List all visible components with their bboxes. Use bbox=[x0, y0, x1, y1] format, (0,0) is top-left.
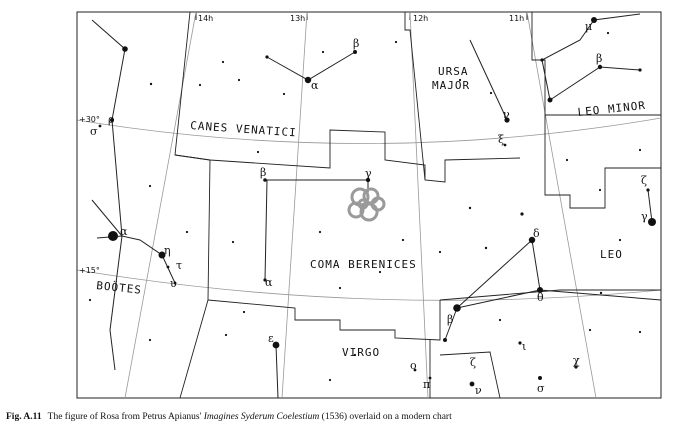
star-label: ξ bbox=[498, 133, 505, 146]
con-canes-venatici: CANES VENATICI bbox=[189, 119, 298, 140]
caption-year: (1536) bbox=[321, 412, 347, 422]
star-label: γ bbox=[365, 167, 372, 180]
con-coma-berenices: COMA BERENICES bbox=[310, 258, 417, 271]
star-label: γ bbox=[641, 210, 648, 223]
star-label: α bbox=[311, 79, 319, 92]
star-label: σ bbox=[90, 125, 98, 138]
star-label: ρ bbox=[108, 113, 115, 126]
hour-label-12h: 12h bbox=[413, 14, 429, 23]
star-label: β bbox=[353, 37, 360, 50]
star-label: ο bbox=[410, 359, 417, 372]
star-label: β bbox=[447, 313, 454, 326]
hour-label-13h: 13h bbox=[290, 14, 306, 23]
figure-caption bbox=[6, 412, 672, 422]
star-label: ν bbox=[503, 108, 510, 121]
caption-text-before: The figure of Rosa from Petrus Apianus' bbox=[47, 412, 202, 422]
star-label: υ bbox=[170, 277, 177, 290]
star-label: π bbox=[423, 378, 431, 391]
figure-number: Fig. A.11 bbox=[6, 412, 42, 422]
con-ursa: URSA bbox=[438, 65, 469, 78]
star-label: ε bbox=[268, 332, 274, 345]
star-label: θ bbox=[537, 291, 544, 304]
star-label: ζ bbox=[641, 174, 647, 187]
star-label: β bbox=[260, 166, 267, 179]
star-label: σ bbox=[537, 382, 545, 395]
caption-text-after: overlaid on a modern chart bbox=[349, 412, 452, 422]
hour-label-11h: 11h bbox=[509, 14, 525, 23]
dec-label-30: +30° bbox=[79, 115, 100, 124]
star-label: χ bbox=[573, 354, 580, 367]
con-major: MAJOR bbox=[432, 79, 471, 92]
con-virgo: VIRGO bbox=[342, 346, 381, 359]
star-label: ι bbox=[522, 340, 527, 353]
star-label: α bbox=[120, 225, 128, 238]
star-label: ζ bbox=[470, 356, 476, 369]
con-leo-minor: LEO MINOR bbox=[576, 98, 647, 119]
star-label: τ bbox=[176, 259, 183, 272]
star-label: ν bbox=[475, 384, 482, 397]
caption-book-title: Imagines Syderum Coelestium bbox=[203, 412, 320, 422]
star-label: μ bbox=[585, 20, 593, 33]
star-label: α bbox=[265, 276, 273, 289]
con-leo: LEO bbox=[600, 248, 623, 261]
star-label: δ bbox=[533, 227, 540, 240]
dec-label-15: +15° bbox=[79, 266, 100, 275]
star-label: η bbox=[164, 244, 171, 257]
con-bootes: BOÖTES bbox=[95, 279, 143, 297]
hour-label-14h: 14h bbox=[198, 14, 214, 23]
star-label: β bbox=[596, 52, 603, 65]
